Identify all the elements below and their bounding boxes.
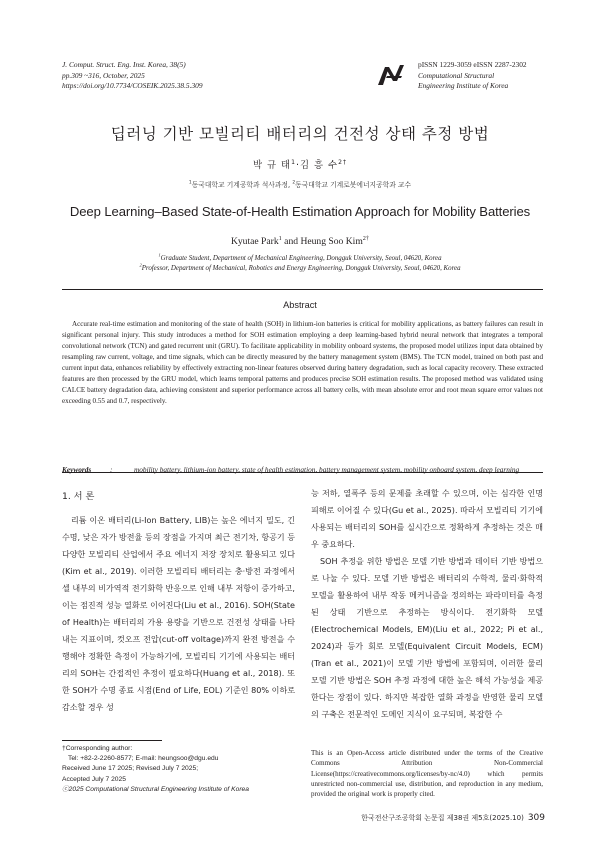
- copyright: ⓒ2025 Computational Structural Engineering Institute of Korea: [62, 785, 249, 793]
- doi-link[interactable]: https://doi.org/10.7734/COSEIK.2025.38.5.309: [62, 81, 203, 90]
- body-column-left: [62, 512, 295, 716]
- page-number: 309: [527, 813, 545, 823]
- received-date: Received June 17 2025; Revised July 7 2025;: [62, 765, 199, 773]
- author-2-ko: 김 흥 수: [299, 160, 339, 171]
- journal-header-right: [418, 60, 568, 92]
- aff-ko-sup-2: 2: [292, 180, 296, 186]
- abstract-body: Accurate real-time estimation and monitoring of the state of health (SOH) in lithium-ion batteries is critical for mobility applications, as battery failures can result in significant personal injury. This study introduces a method for SOH estimation employing a deep learning-based hybrid neural network that integrates a temporal convolutional network (TCN) and gated recurrent unit (GRU). To facilitate applicability in mobility onboard systems, the proposed model utilizes input data obtained by resampling raw current, voltage, and time signals, which can be directly measured by the battery management system (BMS). The TCN model, trained on both past and current input data, enhances reliability by effectively extracting non-linear features observed during battery degradation, such as local capacity recovery. These extracted features are then processed by the GRU model, which learns temporal patterns and produces precise SOH estimation results. The proposed method was validated using CALCE battery degradation data, achieving consistent and superior performance across all battery cells, with mean absolute error and root mean square error values not exceeding 0.55 and 0.7, respectively.: [62, 320, 543, 405]
- aff-ko-1: 동국대학교 기계공학과 석사과정,: [191, 181, 293, 189]
- author-1-ko-sup: 1: [291, 158, 296, 166]
- aff-ko-sup-1: 1: [188, 180, 192, 186]
- title-english: Deep Learning–Based State-of-Health Estimation Approach for Mobility Batteries: [69, 204, 531, 219]
- cosEIK-logo-icon: [376, 64, 406, 86]
- author-sep: ·: [295, 160, 300, 171]
- abstract-bottom-rule: [62, 472, 543, 473]
- journal-footer: 한국전산구조공학회 논문집 제38권 제5호(2025.10): [361, 814, 524, 822]
- footnote-left: [62, 744, 295, 795]
- publisher-line-1: Computational Structural: [418, 70, 495, 80]
- author-2-en: Heung Soo Kim: [300, 236, 363, 247]
- paragraph: 리튬 이온 배터리(Li-Ion Battery, LIB)는 높은 에너지 밀도, 긴 수명, 낮은 자가 방전율 등의 장점을 가지며 최근 전기차, 항공기 등 다양한 모빌리티 산업에서 주요 에너지 저장 장치로 활용되고 있다(Kim et al., 2019). 이러한 모빌리티 배터리는 충·방전 과정에서 셀 내부의 비가역적 전기화학 반응으로 인해 내부 저항이 증가하고, 이는 점진적 성능 열화로 이어진다(Liu et al., 2016). SOH(State of Health)는 배터리의 가용 용량을 기반으로 건전성 상태를 나타내는 지표이며, 컷오프 전압(cut-off voltage)까지 완전 방전을 수행해야 정확한 측정이 가능하기에, 모빌리티 기기에 사용되는 배터리의 SOH는 간접적인 추정이 필요하다(Huang et al., 2018). 또한 SOH가 수명 종료 시점(End of Life, EOL) 기준인 80% 이하로 감소할 경우 성: [62, 516, 295, 712]
- accepted-date: Accepted July 7 2025: [62, 775, 126, 783]
- keywords-block: [62, 464, 543, 475]
- aff-en-1-sup: 1: [158, 252, 161, 258]
- aff-en-1: [60, 254, 540, 264]
- aff-en-2-sup: 2: [139, 262, 142, 268]
- title-korean: 딥러닝 기반 모빌리티 배터리의 건전성 상태 추정 방법: [110, 125, 490, 143]
- abstract-top-rule: [62, 289, 543, 290]
- author-1-ko: 박 규 태: [252, 160, 292, 171]
- issn: pISSN 1229-3059 eISSN 2287-2302: [418, 60, 527, 69]
- contact-info: Tel: +82-2-2260-8577; E-mail: heungsoo@dgu.edu: [68, 755, 219, 763]
- open-access-notice: This is an Open-Access article distributed under the terms of the Creative Commons Attribution Non-Commercial License(https://creativecommons.org/licenses/by-nc/4.0) which permits unrestricted non-commercial use, distribution, and reproduction in any medium, provided the original work is properly cited.: [311, 749, 543, 799]
- author-1-en: Kyutae Park: [230, 236, 279, 247]
- journal-header-left: [62, 60, 312, 92]
- page-range: pp.309 ~316, October, 2025: [62, 70, 145, 80]
- author-1-en-sup: 1: [278, 234, 282, 242]
- corresponding-author: †Corresponding author:: [62, 745, 133, 752]
- abstract-heading: Abstract: [283, 300, 317, 310]
- journal-citation: J. Comput. Struct. Eng. Inst. Korea, 38(5): [62, 60, 186, 69]
- footnote-rule: [62, 740, 162, 741]
- authors-english: [0, 236, 600, 247]
- page-footer: [300, 813, 545, 823]
- affiliations-korean: [0, 179, 600, 189]
- keywords-text: mobility battery, lithium-ion battery, state of health estimation, battery management system, mobility onboard system, deep learning: [134, 465, 520, 474]
- aff-en-1-text: Graduate Student, Department of Mechanical Engineering, Dongguk University, Seoul, 04620, Korea: [160, 255, 442, 262]
- author-2-ko-sup: 2†: [338, 158, 348, 166]
- author-and: and: [281, 236, 301, 247]
- aff-en-2-text: Professor, Department of Mechanical, Robotics and Energy Engineering, Dongguk University, Seoul, 04620, Korea: [141, 265, 461, 272]
- keywords-colon: :: [110, 465, 113, 474]
- aff-ko-2: 동국대학교 기계로봇에너지공학과 교수: [295, 181, 412, 189]
- publisher-line-2: Engineering Institute of Korea: [418, 81, 509, 90]
- paragraph: SOH 추정을 위한 방법은 모델 기반 방법과 데이터 기반 방법으로 나눌 수 있다. 모델 기반 방법은 배터리의 수학적, 물리·화학적 모델을 활용하여 내부 작동 메커니즘을 정의하는 파라미터를 측정된 상태 기반으로 추정하는 방식이다. 전기화학 모델(Electrochemical Models, EM)(Liu et al., 2022; Pi et al., 2024)과 등가 회로 모델(Equivalent Circuit Models, ECM)(Tran et al., 2021)이 모델 기반 방법에 포함되며, 이러한 물리 모델 기반 방법은 SOH 추정 과정에 대한 높은 해석 가능성을 제공한다는 장점이 있다. 하지만 복잡한 열화 과정을 반영한 물리 모델의 구축은 전문적인 도메인 지식이 요구되며, 복잡한 수: [311, 557, 543, 719]
- body-column-right: [311, 485, 543, 723]
- authors-korean: [0, 157, 600, 171]
- paragraph: 능 저하, 열폭주 등의 문제를 초래할 수 있으며, 이는 심각한 인명 피해로 이어질 수 있다(Gu et al., 2025). 따라서 모빌리티 기기에 사용되는 배터리의 SOH를 실시간으로 정확하게 추정하는 것은 매우 중요하다.: [311, 489, 543, 549]
- author-2-en-sup: 2†: [362, 234, 370, 242]
- aff-en-2: [60, 264, 540, 274]
- affiliations-english: [60, 254, 540, 274]
- section-heading-introduction: 1. 서 론: [62, 491, 95, 502]
- keywords-label: Keywords: [62, 465, 92, 474]
